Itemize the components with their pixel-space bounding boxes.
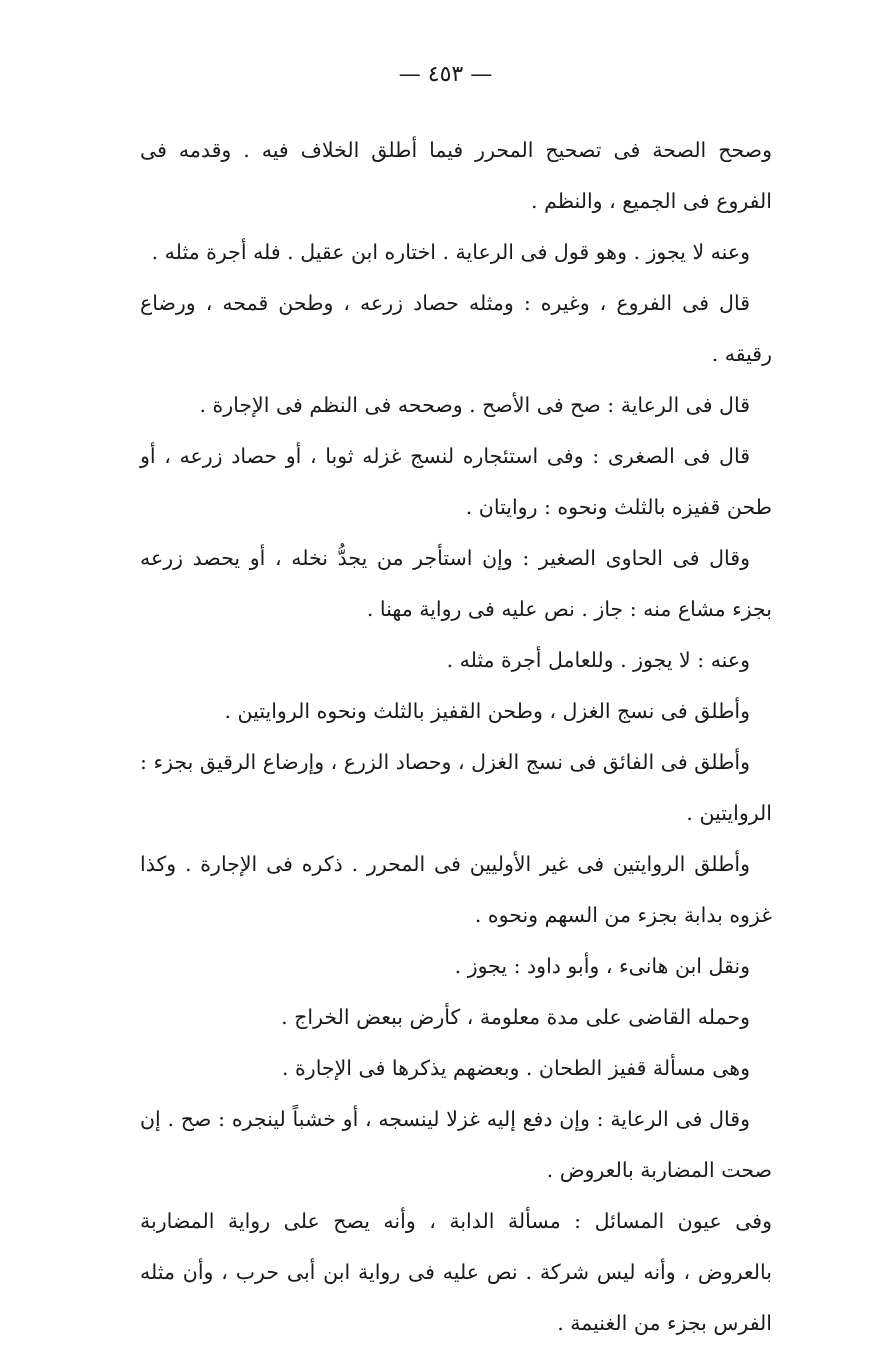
paragraph: وعنه : لا يجوز . وللعامل أجرة مثله . (446, 648, 750, 672)
paragraph: قال فى الرعاية : صح فى الأصح . وصححه فى النظم فى الإجارة . (199, 393, 750, 417)
paragraph: قال فى الفروع ، وغيره : ومثله حصاد زرعه ، وطحن قمحه ، ورضاع رقيقه . (140, 291, 772, 366)
paragraph: وأطلق الروايتين فى غير الأوليين فى المحرر . ذكره فى الإجارة . وكذا غزوه بدابة بجزء من السهم ونحوه . (140, 852, 772, 927)
paragraph: وقال فى الرعاية : وإن دفع إليه غزلا لينسجه ، أو خشباً لينجره : صح . إن صحت المضاربة بالعروض . (140, 1107, 772, 1182)
paragraph: ونقل ابن هانىء ، وأبو داود : يجوز . (454, 954, 750, 978)
paragraph: وفى عيون المسائل : مسألة الدابة ، وأنه يصح على رواية المضاربة بالعروض ، وأنه ليس شركة . نص عليه فى رواية ابن أبى حرب ، وأن مثله الفرس بجزء من الغنيمة . (140, 1209, 772, 1335)
paragraph: وأطلق فى نسج الغزل ، وطحن القفيز بالثلث ونحوه الروايتين . (224, 699, 750, 723)
paragraph: وصحح الصحة فى تصحيح المحرر فيما أطلق الخلاف فيه . وقدمه فى الفروع فى الجميع ، والنظم . (140, 138, 772, 213)
paragraph: وهى مسألة قفيز الطحان . وبعضهم يذكرها فى الإجارة . (282, 1056, 750, 1080)
paragraph: قال فى الصغرى : وفى استئجاره لنسج غزله ثوبا ، أو حصاد زرعه ، أو طحن قفيزه بالثلث ونحوه : روايتان . (140, 444, 772, 519)
paragraph: وقال فى الحاوى الصغير : وإن استأجر من يجدُّ نخله ، أو يحصد زرعه بجزء مشاع منه : جاز . نص عليه فى رواية مهنا . (140, 546, 772, 621)
paragraph: وعنه لا يجوز . وهو قول فى الرعاية . اختاره ابن عقيل . فله أجرة مثله . (151, 240, 750, 264)
paragraph: وأطلق فى الفائق فى نسج الغزل ، وحصاد الزرع ، وإرضاع الرقيق بجزء : الروايتين . (140, 750, 772, 825)
text-body (140, 125, 772, 1349)
page-number: — ٤٥٣ — (398, 62, 493, 87)
paragraph: وحمله القاضى على مدة معلومة ، كأرض ببعض الخراج . (281, 1005, 750, 1029)
